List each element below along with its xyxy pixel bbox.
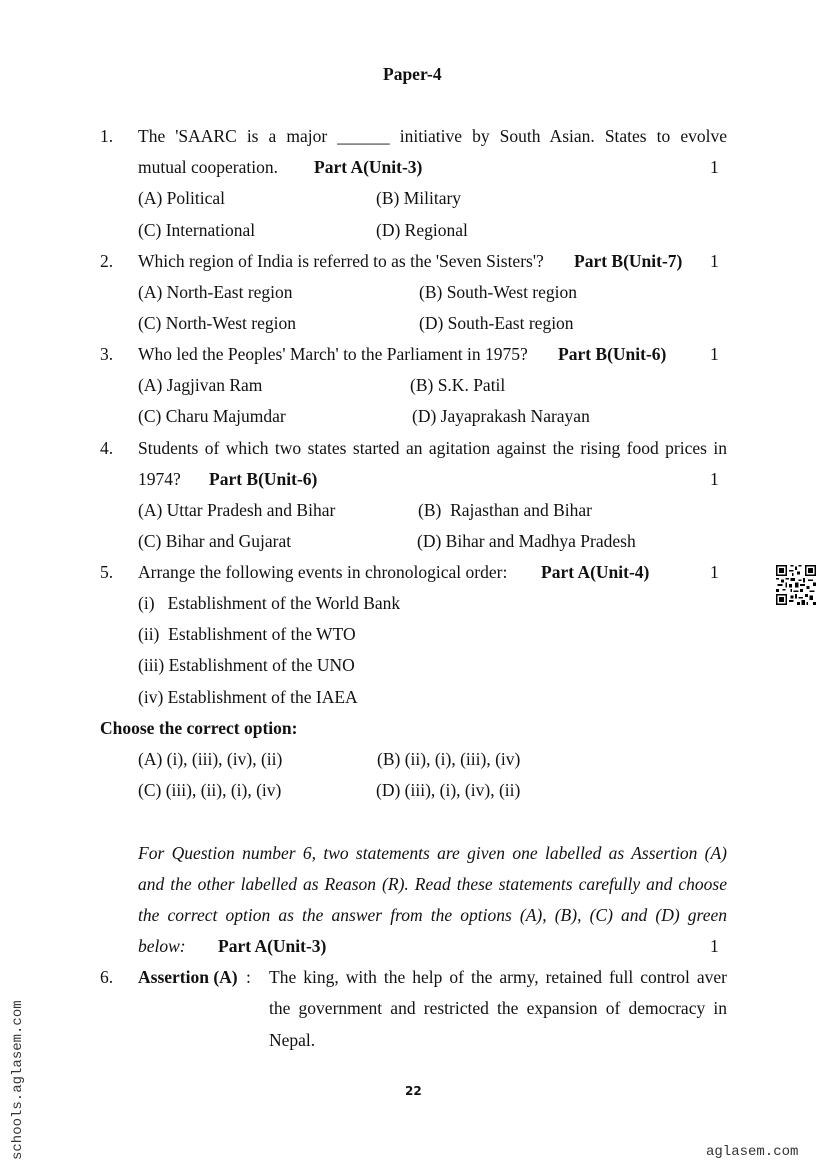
option-d: (D) (iii), (i), (iv), (ii): [376, 780, 521, 800]
option-a: (A) North-East region: [138, 282, 293, 302]
question-number: 4.: [100, 438, 114, 458]
option-c: (C) North-West region: [138, 313, 296, 333]
event-item: (i) Establishment of the World Bank: [138, 593, 401, 613]
event-item: (iii) Establishment of the UNO: [138, 655, 355, 675]
page-title: Paper-4: [383, 64, 442, 84]
event-item: (ii) Establishment of the WTO: [138, 624, 356, 644]
question-number: 6.: [100, 967, 114, 987]
unit-reference: Part A(Unit-3): [314, 157, 423, 177]
option-a: (A) Jagjivan Ram: [138, 375, 263, 395]
unit-reference: Part A(Unit-3): [218, 936, 327, 956]
unit-reference: Part B(Unit-6): [209, 469, 318, 489]
marks: 1: [710, 562, 719, 582]
choose-option-heading: Choose the correct option:: [100, 718, 298, 738]
marks: 1: [710, 344, 719, 364]
question-text-line-2: mutual cooperation.: [138, 157, 278, 177]
event-item: (iv) Establishment of the IAEA: [138, 687, 358, 707]
option-a: (A) Political: [138, 188, 225, 208]
option-d: (D) Bihar and Madhya Pradesh: [417, 531, 636, 551]
unit-reference: Part B(Unit-7): [574, 251, 683, 271]
assertion-colon: :: [246, 967, 251, 987]
option-d: (D) Jayaprakash Narayan: [412, 406, 590, 426]
assertion-label: Assertion (A): [138, 967, 238, 987]
question-text-line-1: The 'SAARC is a major ______ initiative by South Asian. States to evolve: [138, 126, 727, 146]
option-a: (A) (i), (iii), (iv), (ii): [138, 749, 283, 769]
instruction-line-2: and the other labelled as Reason (R). Read these statements carefully and choose: [138, 874, 727, 894]
marks: 1: [710, 936, 719, 956]
marks: 1: [710, 157, 719, 177]
assertion-text-line-1: The king, with the help of the army, retained full control aver: [269, 967, 727, 987]
question-text: Who led the Peoples' March' to the Parliament in 1975?: [138, 344, 528, 364]
option-c: (C) International: [138, 220, 256, 240]
bottom-watermark: aglasem.com: [706, 1144, 799, 1160]
qr-code-icon[interactable]: [776, 565, 816, 605]
option-c: (C) Charu Majumdar: [138, 406, 286, 426]
assertion-text-line-2: the government and restricted the expansion of democracy in: [269, 998, 727, 1018]
unit-reference: Part B(Unit-6): [558, 344, 667, 364]
page-number: 22: [405, 1084, 422, 1098]
question-number: 5.: [100, 562, 114, 582]
option-b: (B) South-West region: [419, 282, 578, 302]
assertion-text-line-3: Nepal.: [269, 1030, 316, 1050]
option-c: (C) Bihar and Gujarat: [138, 531, 292, 551]
question-number: 3.: [100, 344, 114, 364]
option-d: (D) Regional: [376, 220, 468, 240]
question-text-line-2: 1974?: [138, 469, 181, 489]
instruction-line-1: For Question number 6, two statements are given one labelled as Assertion (A): [138, 843, 727, 863]
marks: 1: [710, 251, 719, 271]
option-a: (A) Uttar Pradesh and Bihar: [138, 500, 336, 520]
side-watermark: schools.aglasem.com: [10, 1000, 26, 1160]
option-b: (B) Rajasthan and Bihar: [418, 500, 592, 520]
question-text: Arrange the following events in chronological order:: [138, 562, 508, 582]
option-b: (B) Military: [376, 188, 462, 208]
option-d: (D) South-East region: [419, 313, 574, 333]
question-text-line-1: Students of which two states started an agitation against the rising food prices in: [138, 438, 727, 458]
option-c: (C) (iii), (ii), (i), (iv): [138, 780, 282, 800]
instruction-line-4: below:: [138, 936, 186, 956]
unit-reference: Part A(Unit-4): [541, 562, 650, 582]
instruction-line-3: the correct option as the answer from the options (A), (B), (C) and (D) green: [138, 905, 727, 925]
option-b: (B) (ii), (i), (iii), (iv): [377, 749, 521, 769]
option-b: (B) S.K. Patil: [410, 375, 506, 395]
question-number: 1.: [100, 126, 114, 146]
question-text: Which region of India is referred to as the 'Seven Sisters'?: [138, 251, 544, 271]
marks: 1: [710, 469, 719, 489]
question-number: 2.: [100, 251, 114, 271]
